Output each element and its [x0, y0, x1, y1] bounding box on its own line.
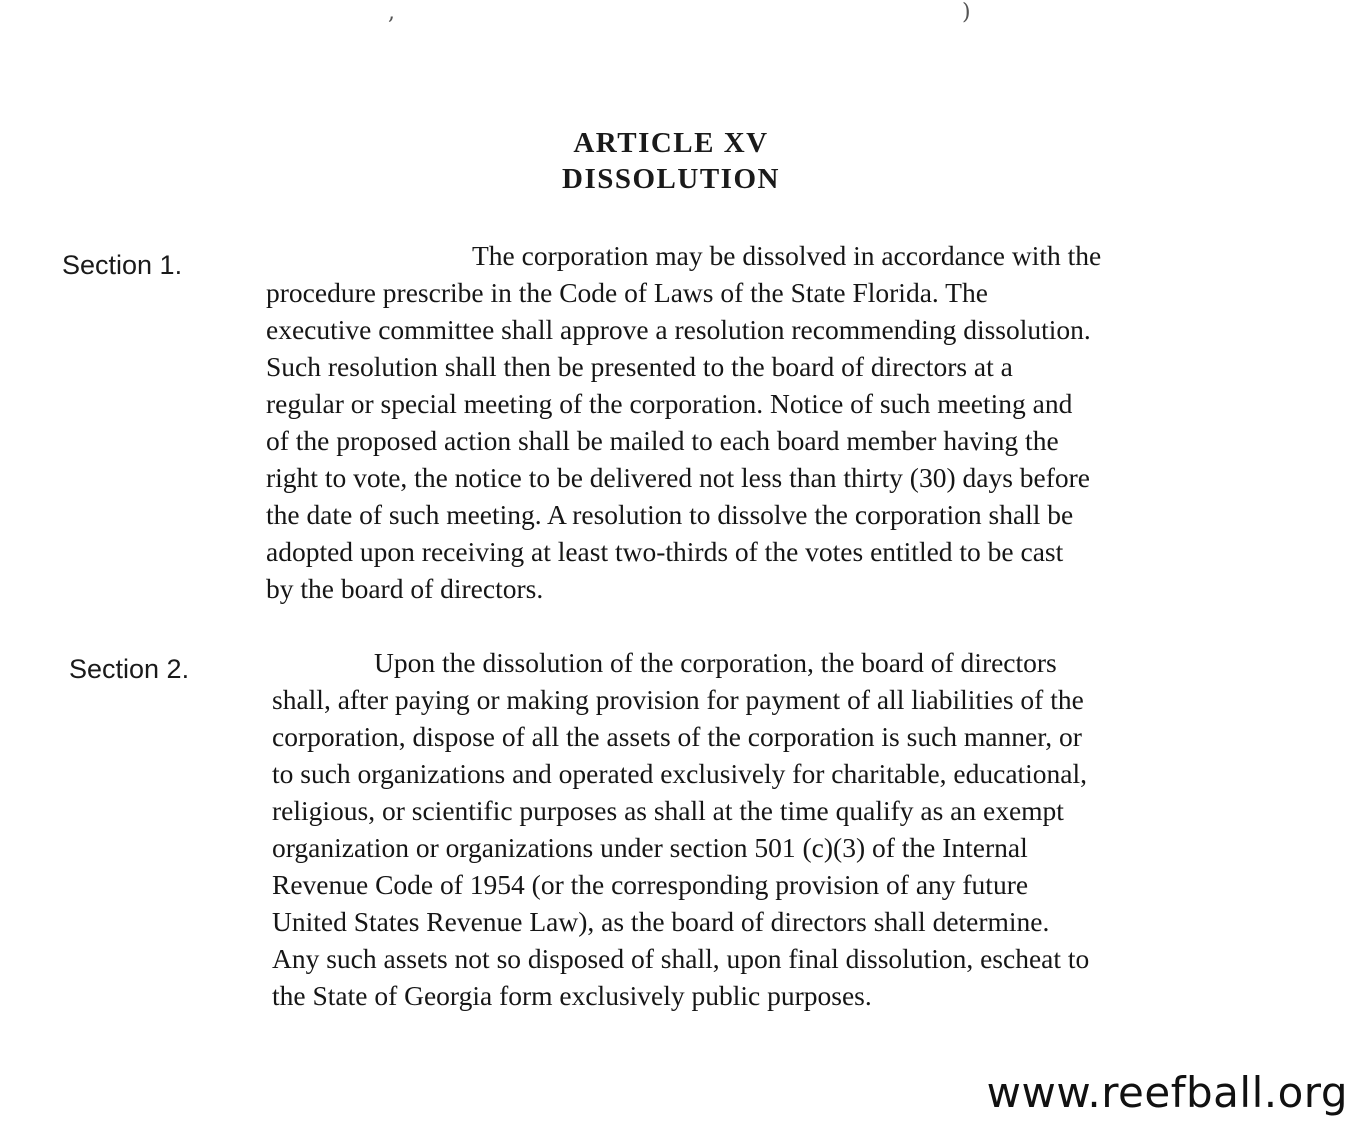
paragraph-line: adopted upon receiving at least two-thirds of the votes entitled to be cast [266, 536, 1064, 567]
paragraph-line: religious, or scientific purposes as shall at the time qualify as an exempt [272, 795, 1064, 826]
scan-artifact-mark: , [388, 0, 395, 25]
paragraph-line: the date of such meeting. A resolution to dissolve the corporation shall be [266, 499, 1074, 530]
paragraph-line: procedure prescribe in the Code of Laws of the State Florida. The [266, 277, 988, 308]
paragraph-line: executive committee shall approve a resolution recommending dissolution. [266, 314, 1091, 345]
paragraph-line: Such resolution shall then be presented to the board of directors at a [266, 351, 1013, 382]
paragraph-line: The corporation may be dissolved in accordance with the [472, 240, 1102, 271]
paragraph-line: United States Revenue Law), as the board of directors shall determine. [272, 906, 1050, 937]
paragraph-line: the State of Georgia form exclusively public purposes. [272, 980, 872, 1011]
section-1-paragraph [266, 237, 1101, 607]
paragraph-line: by the board of directors. [266, 573, 544, 604]
paragraph-line: corporation, dispose of all the assets of the corporation is such manner, or [272, 721, 1082, 752]
paragraph-line: shall, after paying or making provision for payment of all liabilities of the [272, 684, 1084, 715]
article-title-heading: DISSOLUTION [562, 163, 780, 195]
paragraph-line: to such organizations and operated exclusively for charitable, educational, [272, 758, 1088, 789]
scan-artifact-mark: ) [962, 0, 971, 25]
paragraph-line: Upon the dissolution of the corporation, the board of directors [374, 647, 1057, 678]
section-2-label: Section 2. [69, 654, 190, 684]
section-1-label: Section 1. [62, 250, 183, 280]
article-number-heading: ARTICLE XV [573, 127, 769, 159]
paragraph-line: of the proposed action shall be mailed to each board member having the [266, 425, 1059, 456]
paragraph-line: regular or special meeting of the corporation. Notice of such meeting and [266, 388, 1073, 419]
paragraph-line: Revenue Code of 1954 (or the corresponding provision of any future [272, 869, 1029, 900]
section-2-paragraph [272, 644, 1089, 1014]
paragraph-line: organization or organizations under section 501 (c)(3) of the Internal [272, 832, 1028, 863]
paragraph-line: right to vote, the notice to be delivered not less than thirty (30) days before [266, 462, 1091, 493]
paragraph-line: Any such assets not so disposed of shall, upon final dissolution, escheat to [272, 943, 1090, 974]
website-watermark: www.reefball.org [986, 1068, 1348, 1117]
